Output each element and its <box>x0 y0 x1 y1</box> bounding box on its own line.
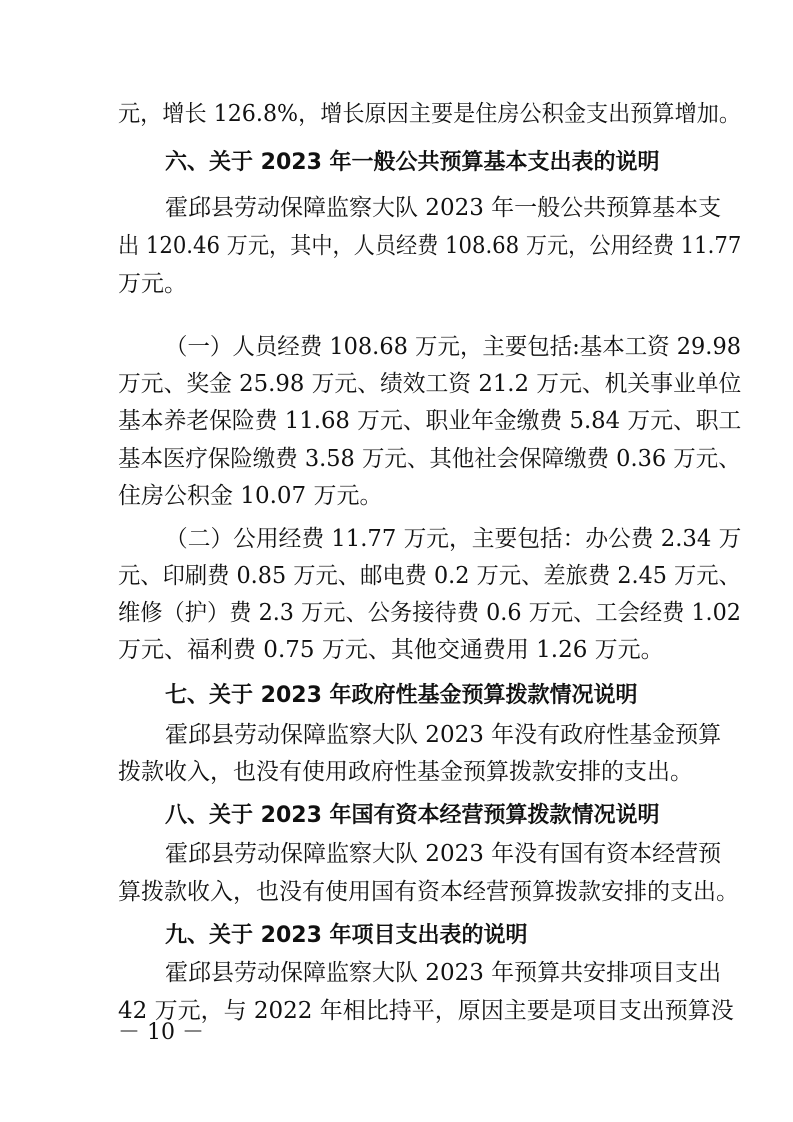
body-text-line: 基本医疗保险缴费 3.58 万元、其他社会保障缴费 0.36 万元、 <box>118 446 741 472</box>
body-text-line: 万元、奖金 25.98 万元、绩效工资 21.2 万元、机关事业单位 <box>118 371 742 397</box>
section-heading-6: 六、关于 2023 年一般公共预算基本支出表的说明 <box>165 150 660 175</box>
body-text-line: 霍邱县劳动保障监察大队 2023 年没有政府性基金预算 <box>165 722 722 748</box>
body-text-line: 霍邱县劳动保障监察大队 2023 年没有国有资本经营预 <box>165 841 722 867</box>
body-text-line: 元，增长 126.8%，增长原因主要是住房公积金支出预算增加。 <box>118 101 742 127</box>
page-number: － 10 － <box>118 1020 204 1045</box>
body-text-line: （一）人员经费 108.68 万元，主要包括:基本工资 29.98 <box>165 334 742 360</box>
body-text-line: 基本养老保险费 11.68 万元、职业年金缴费 5.84 万元、职工 <box>118 408 742 434</box>
section-heading-9: 九、关于 2023 年项目支出表的说明 <box>165 923 528 948</box>
body-text-line: 霍邱县劳动保障监察大队 2023 年预算共安排项目支出 <box>165 960 722 986</box>
body-text-line: 拨款收入，也没有使用政府性基金预算拨款安排的支出。 <box>118 759 693 785</box>
body-text-line: （二）公用经费 11.77 万元，主要包括：办公费 2.34 万 <box>165 526 742 552</box>
body-text-line: 维修（护）费 2.3 万元、公务接待费 0.6 万元、工会经费 1.02 <box>118 600 741 626</box>
body-text-line: 万元、福利费 0.75 万元、其他交通费用 1.26 万元。 <box>118 637 664 663</box>
body-text-line: 住房公积金 10.07 万元。 <box>118 483 383 509</box>
body-text-line: 42 万元，与 2022 年相比持平，原因主要是项目支出预算没 <box>118 998 734 1024</box>
body-text-line: 霍邱县劳动保障监察大队 2023 年一般公共预算基本支 <box>165 195 722 221</box>
body-text-line: 万元。 <box>118 271 187 297</box>
section-heading-7: 七、关于 2023 年政府性基金预算拨款情况说明 <box>165 683 638 708</box>
body-text-line: 算拨款收入，也没有使用国有资本经营预算拨款安排的支出。 <box>118 879 739 905</box>
section-heading-8: 八、关于 2023 年国有资本经营预算拨款情况说明 <box>165 803 660 828</box>
body-text-line: 元、印刷费 0.85 万元、邮电费 0.2 万元、差旅费 2.45 万元、 <box>118 563 741 589</box>
body-text-line: 出 120.46 万元，其中，人员经费 108.68 万元，公用经费 11.77 <box>118 233 742 259</box>
